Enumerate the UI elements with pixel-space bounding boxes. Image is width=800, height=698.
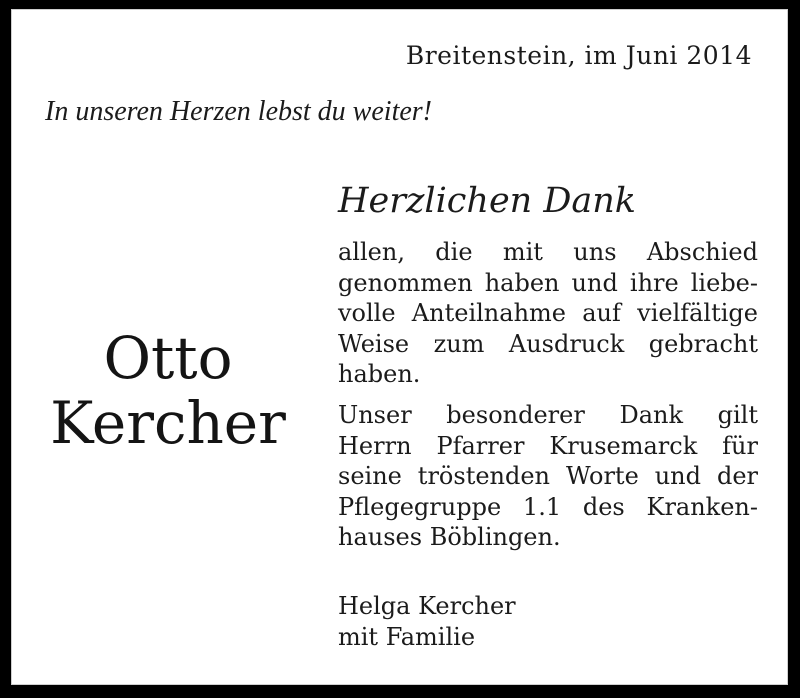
paragraph-line: Weise zum Ausdruck gebracht [338, 329, 758, 358]
thanks-paragraph [338, 237, 758, 390]
paragraph-line: volle Anteilnahme auf vielfältige [338, 299, 758, 327]
paragraph-line: Unser besonderer Dank gilt [338, 401, 758, 429]
paragraph-line: seine tröstenden Worte und der [338, 462, 758, 490]
motto-text: In unseren Herzen lebst du weiter! [45, 96, 432, 127]
special-thanks-paragraph [338, 400, 758, 553]
signature-family: mit Familie [338, 623, 476, 651]
deceased-name [20, 326, 316, 456]
thanks-heading: Herzlichen Dank [338, 181, 636, 221]
paragraph-line: Pflegegruppe 1.1 des Kranken- [338, 492, 758, 521]
dateline-text: Breitenstein, im Juni 2014 [405, 41, 752, 70]
signature-block [338, 591, 758, 653]
deceased-name-line2: Kercher [50, 389, 286, 457]
paragraph-line: allen, die mit uns Abschied [338, 238, 758, 266]
paragraph-line: Herrn Pfarrer Krusemarck für [338, 431, 758, 460]
paragraph-line: haben. [338, 360, 421, 388]
paragraph-line: genommen haben und ihre liebe- [338, 268, 758, 297]
signature-name: Helga Kercher [338, 592, 516, 620]
paragraph-line: hauses Böblingen. [338, 523, 561, 551]
deceased-name-line1: Otto [103, 324, 233, 392]
